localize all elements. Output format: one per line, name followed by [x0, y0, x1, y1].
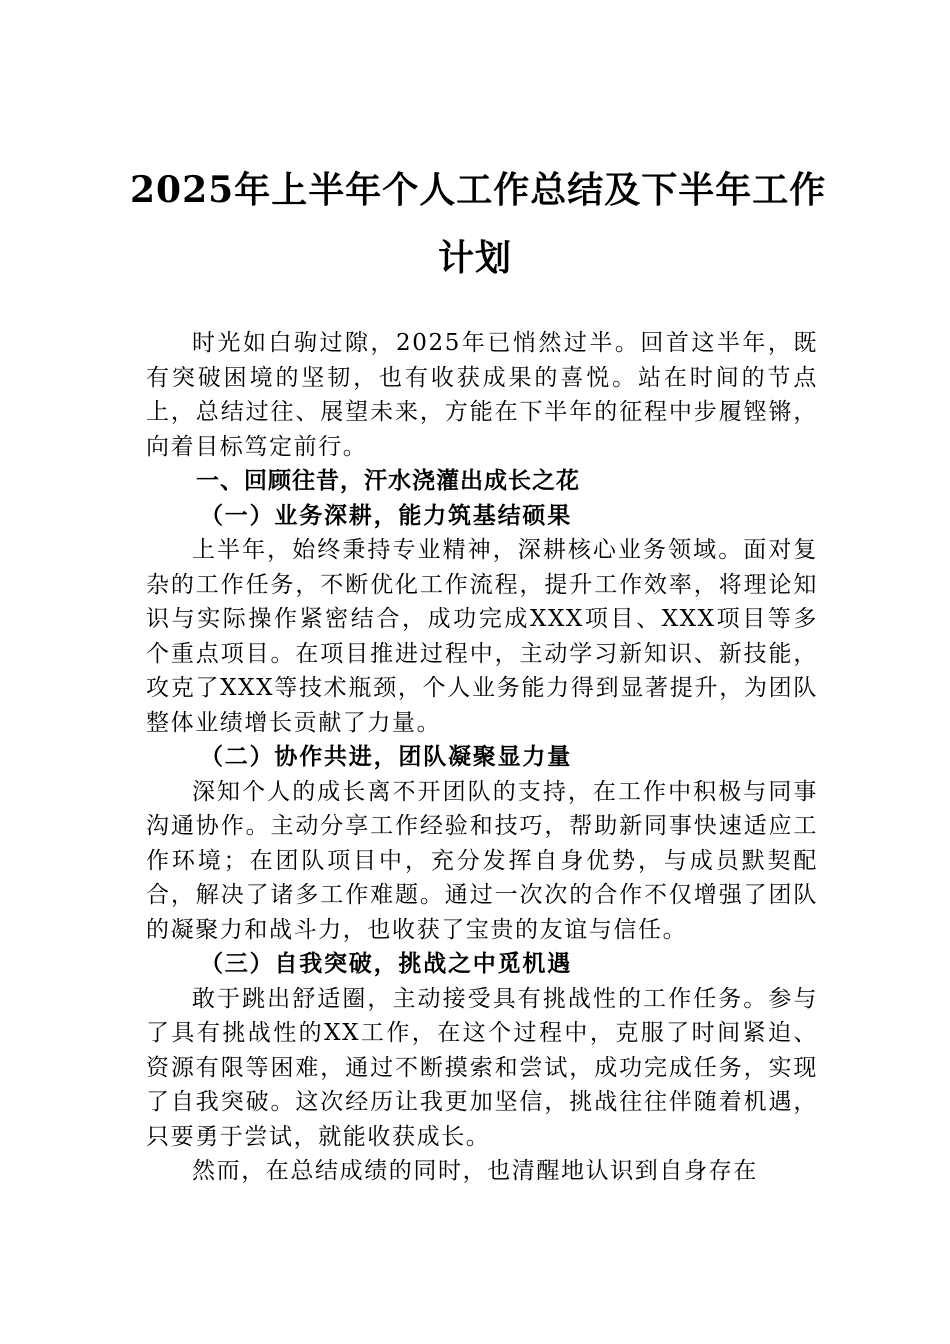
intro-paragraph: 时光如白驹过隙，2025年已悄然过半。回首这半年，既有突破困境的坚韧，也有收获成果的喜悦。站在时间的节点上，总结过往、展望未来，方能在下半年的征程中步履铿锵，向着目标笃定前行。	[146, 330, 818, 460]
document-body	[146, 326, 818, 1189]
section1-heading: 一、回顾往昔，汗水浇灌出成长之花	[196, 468, 580, 494]
document-title-line2: 计划	[437, 237, 512, 279]
subsection1-heading: （一）业务深耕，能力筑基结硕果	[200, 501, 572, 529]
document-title-line1: 2025年上半年个人工作总结及下半年工作	[130, 169, 827, 211]
subsection3-heading: （三）自我突破，挑战之中觅机遇	[200, 950, 572, 977]
closing-paragraph: 然而，在总结成绩的同时，也清醒地认识到自身存在	[192, 1158, 758, 1184]
subsection2-paragraph: 深知个人的成长离不开团队的支持，在工作中积极与同事沟通协作。主动分享工作经验和技巧，帮助新同事快速适应工作环境；在团队项目中，充分发挥自身优势，与成员默契配合，解决了诸多工作难题。通过一次次的合作不仅增强了团队的凝聚力和战斗力，也收获了宝贵的友谊与信任。	[146, 778, 818, 943]
subsection1-paragraph: 上半年，始终秉持专业精神，深耕核心业务领域。面对复杂的工作任务，不断优化工作流程，提升工作效率，将理论知识与实际操作紧密结合，成功完成XXX项目、XXX项目等多个重点项目。在项目推进过程中，主动学习新知识、新技能，攻克了XXX等技术瓶颈，个人业务能力得到显著提升，为团队整体业绩增长贡献了力量。	[146, 537, 818, 736]
subsection2-heading: （二）协作共进，团队凝聚显力量	[200, 743, 572, 770]
subsection3-paragraph: 敢于跳出舒适圈，主动接受具有挑战性的工作任务。参与了具有挑战性的XX工作，在这个过程中，克服了时间紧迫、资源有限等困难，通过不断摸索和尝试，成功完成任务，实现了自我突破。这次经历让我更加坚信，挑战往往伴随着机遇，只要勇于尝试，就能收获成长。	[146, 985, 818, 1150]
